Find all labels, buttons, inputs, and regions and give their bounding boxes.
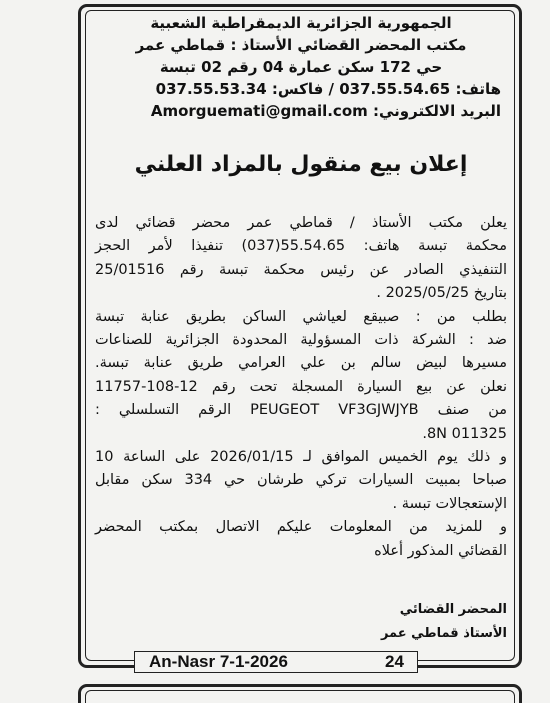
body-line: محكمة تبسة هاتف: 55.54.65(037) تنفيذا لأمر الحجز bbox=[95, 238, 507, 255]
body-line: بتاريخ 2025/05/25 . bbox=[376, 285, 507, 302]
signature-name: الأستاذ قماطي عمر bbox=[380, 626, 507, 641]
body-line: من صنف PEUGEOT VF3GJWJYB الرقم التسلسلي : bbox=[95, 402, 508, 419]
header-office-name: مكتب المحضر القضائي الأستاذ : قماطي عمر bbox=[135, 36, 467, 54]
body-line: ضد : الشركة ذات المسؤولية المحدودة الجزائرية للصناعات bbox=[95, 332, 507, 349]
body-line: بطلب من : صبيقع لعياشي الساكن بطريق عنابة تبسة bbox=[95, 308, 507, 325]
page-number: 24 bbox=[385, 652, 404, 671]
ad-title: إعلان بيع منقول بالمزاد العلني bbox=[134, 152, 468, 177]
body-line: مسيرها لبيض سالم بن علي العرامي طريق عنابة تبسة. bbox=[95, 355, 507, 372]
body-line: يعلن مكتب الأستاذ / قماطي عمر محضر قضائي لدى bbox=[95, 215, 507, 231]
signature-role: المحضر القضائي bbox=[399, 602, 507, 617]
header-address: حي 172 سكن عمارة 04 رقم 02 تبسة bbox=[159, 58, 443, 76]
header-email: البريد الالكتروني: Amorguemati@gmail.com bbox=[150, 102, 501, 120]
next-ad-inner-frame bbox=[85, 690, 515, 703]
header-phone-fax: هاتف: 037.55.54.65 / فاكس: 037.55.53.34 bbox=[155, 80, 501, 98]
ad-body bbox=[95, 212, 507, 563]
body-line: الإستعجالات تبسة . bbox=[392, 495, 507, 512]
body-line: و للمزيد من المعلومات عليكم الاتصال بمكتب المحضر bbox=[95, 519, 507, 536]
page-footer bbox=[134, 651, 418, 673]
body-line: صباحا بمبيت السيارات تركي طرشان حي 334 سكن مقابل bbox=[95, 472, 507, 489]
ad-signature bbox=[95, 598, 507, 646]
body-line: نعلن عن بيع السيارة المسجلة تحت رقم 12-108-11757 bbox=[95, 378, 507, 395]
header-republic-name: الجمهورية الجزائرية الديمقراطية الشعبية bbox=[150, 14, 452, 32]
publication-date: An-Nasr 7-1-2026 bbox=[149, 652, 288, 671]
body-line: و ذلك يوم الخميس الموافق لـ 2026/01/15 على الساعة 10 bbox=[95, 449, 507, 466]
ad-header bbox=[95, 12, 507, 122]
body-line: التنفيذي الصادر عن رئيس محكمة تبسة رقم 25/01516 bbox=[95, 261, 507, 278]
body-line: القضائي المذكور أعلاه bbox=[374, 542, 507, 559]
body-line: 8N 011325. bbox=[422, 425, 507, 442]
